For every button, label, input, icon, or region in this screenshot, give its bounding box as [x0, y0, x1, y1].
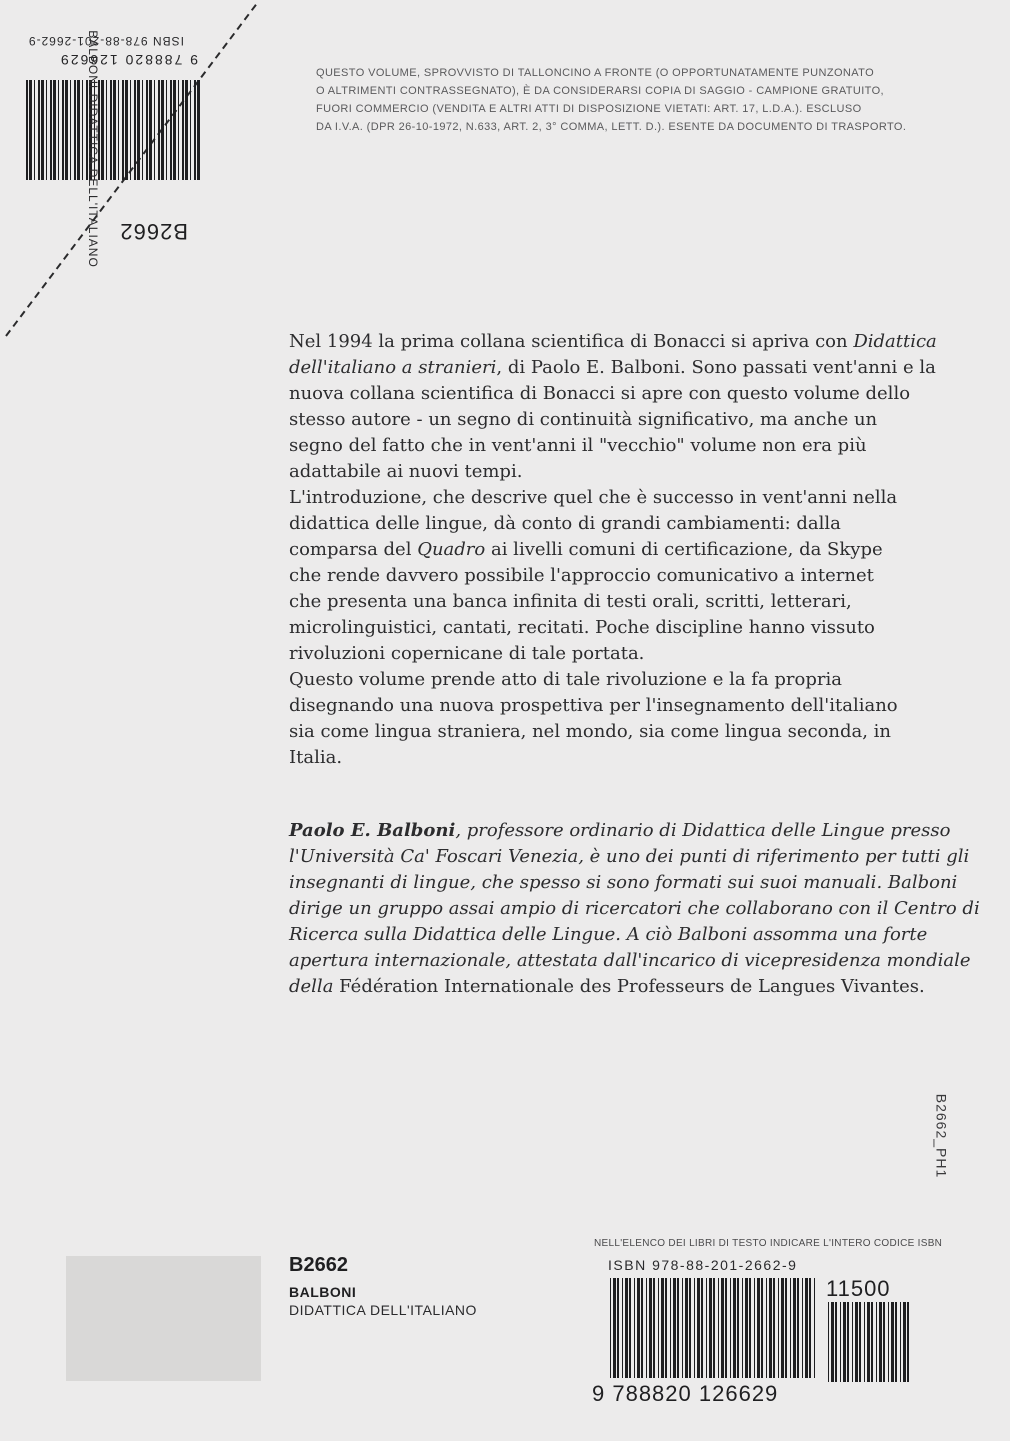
- barcode-bar: [637, 1278, 640, 1378]
- barcode-bar: [855, 1302, 858, 1382]
- ean-digits: 9 788820 126629: [592, 1381, 779, 1406]
- corner-coupon: [0, 0, 260, 340]
- barcode-bar: [745, 1278, 748, 1378]
- barcode-bar: [713, 1278, 715, 1378]
- text-line: adattabile ai nuovi tempi.: [289, 461, 523, 482]
- barcode-bar: [38, 80, 40, 180]
- barcode-bar: [689, 1278, 691, 1378]
- barcode-bar: [809, 1278, 811, 1378]
- book-description: [289, 329, 937, 771]
- corner-ean-digits: 9 788820 126629: [59, 52, 198, 68]
- barcode-bar: [891, 1302, 894, 1382]
- barcode-bar: [790, 1278, 791, 1378]
- text-line: che rende davvero possibile l'approccio comunicativo a internet: [289, 565, 874, 586]
- barcode-bar: [125, 80, 128, 180]
- barcode-bar: [658, 1278, 659, 1378]
- legal-notice: [316, 64, 916, 136]
- text-span: dirige un gruppo assai ampio di ricercatori che collaborano con il Centro di: [289, 898, 980, 919]
- barcode-bar: [194, 80, 196, 180]
- barcode-bar: [610, 1278, 611, 1378]
- text-line: disegnando una nuova prospettiva per l'insegnamento dell'italiano: [289, 695, 898, 716]
- barcode-bar: [864, 1302, 865, 1382]
- barcode-bar: [694, 1278, 695, 1378]
- barcode-bar: [170, 80, 172, 180]
- barcode-bar: [733, 1278, 736, 1378]
- barcode-bar: [907, 1302, 909, 1382]
- barcode-bar: [110, 80, 112, 180]
- text-span: ai livelli comuni di certificazione, da Skype: [485, 539, 883, 560]
- barcode-bar: [673, 1278, 676, 1378]
- barcode-bar: [871, 1302, 873, 1382]
- corner-title: BALBONI DIDATTICA DELL'ITALIANO: [85, 30, 100, 268]
- barcode-bar: [74, 80, 76, 180]
- barcode-bar: [840, 1302, 841, 1382]
- barcode-bar: [754, 1278, 755, 1378]
- text-line: microlinguistici, cantati, recitati. Poche discipline hanno vissuto: [289, 617, 875, 638]
- barcode-bar: [653, 1278, 655, 1378]
- barcode-bar: [701, 1278, 703, 1378]
- barcode-bar: [797, 1278, 799, 1378]
- barcode-bar: [113, 80, 116, 180]
- barcode-bar: [178, 80, 179, 180]
- barcode-bar: [185, 80, 188, 180]
- barcode-bar: [879, 1302, 882, 1382]
- text-line: [289, 974, 925, 1000]
- barcode-bar: [895, 1302, 897, 1382]
- barcode-bar: [793, 1278, 796, 1378]
- text-span: , di Paolo E. Balboni. Sono passati vent'anni e la: [496, 357, 936, 378]
- corner-code: B2662: [119, 219, 188, 244]
- barcode-bar: [718, 1278, 719, 1378]
- barcode-bar: [82, 80, 83, 180]
- text-line: [289, 818, 951, 844]
- barcode-bar: [29, 80, 32, 180]
- text-line: L'introduzione, che descrive quel che è successo in vent'anni nella: [289, 487, 898, 508]
- barcode-bar: [749, 1278, 751, 1378]
- text-line: [289, 870, 958, 896]
- corner-isbn: ISBN 978-88-201-2662-9: [27, 34, 184, 48]
- barcode-bar: [617, 1278, 619, 1378]
- barcode-bar: [835, 1302, 837, 1382]
- text-line: Questo volume prende atto di tale rivoluzione e la fa propria: [289, 669, 842, 690]
- barcode-bar: [805, 1278, 808, 1378]
- barcode-bar: [197, 80, 200, 180]
- text-span: della: [289, 976, 340, 997]
- text-line: [289, 948, 971, 974]
- barcode-bar: [629, 1278, 631, 1378]
- barcode-bar: [903, 1302, 906, 1382]
- text-span: , professore ordinario di Didattica delle Lingue presso: [455, 820, 951, 841]
- barcode-bar: [757, 1278, 760, 1378]
- barcode-bar: [137, 80, 140, 180]
- corner-title-wrap: [52, 30, 100, 268]
- barcode-bar: [622, 1278, 623, 1378]
- barcode-bar: [641, 1278, 643, 1378]
- barcode-bar: [802, 1278, 803, 1378]
- text-line: segno del fatto che in vent'anni il "vecchio" volume non era più: [289, 435, 867, 456]
- barcode-bar: [730, 1278, 731, 1378]
- barcode-bar: [867, 1302, 870, 1382]
- barcode-bar: [785, 1278, 787, 1378]
- barcode-bar: [149, 80, 152, 180]
- barcode-bar: [118, 80, 119, 180]
- text-line: [289, 329, 937, 355]
- barcode-bar: [161, 80, 164, 180]
- barcode-bar: [859, 1302, 861, 1382]
- notice-line: QUESTO VOLUME, SPROVVISTO DI TALLONCINO A FRONTE (O OPPORTUNATAMENTE PUNZONATO: [316, 67, 875, 79]
- text-line: Italia.: [289, 747, 343, 768]
- barcode-bar: [706, 1278, 707, 1378]
- text-line: rivoluzioni copernicane di tale portata.: [289, 643, 645, 664]
- barcode-bar: [847, 1302, 849, 1382]
- text-line: [289, 537, 909, 563]
- text-line: [289, 896, 980, 922]
- corner-barcode-block: [22, 30, 202, 244]
- text-line: stesso autore - un segno di continuità significativo, ma anche un: [289, 409, 878, 430]
- barcode-bar: [843, 1302, 846, 1382]
- barcode-bar: [888, 1302, 889, 1382]
- barcode-bar: [721, 1278, 724, 1378]
- sticker-area: [66, 1256, 261, 1381]
- barcode-bar: [634, 1278, 635, 1378]
- barcode-bar: [158, 80, 160, 180]
- text-line: didattica delle lingue, dà conto di grandi cambiamenti: dalla: [289, 513, 841, 534]
- barcode-bar: [34, 80, 35, 180]
- addon-barcode: [826, 1302, 911, 1382]
- isbn-note: NELL'ELENCO DEI LIBRI DI TESTO INDICARE L'INTERO CODICE ISBN: [594, 1238, 943, 1249]
- barcode-bar: [709, 1278, 712, 1378]
- barcode-bar: [769, 1278, 772, 1378]
- text-line: sia come lingua straniera, nel mondo, sia come lingua seconda, in: [289, 721, 892, 742]
- barcode-bar: [190, 80, 191, 180]
- barcode-bar: [900, 1302, 901, 1382]
- barcode-bar: [737, 1278, 739, 1378]
- notice-line: DA I.V.A. (DPR 26-10-1972, N.633, ART. 2, 3° COMMA, LETT. D.). ESENTE DA DOCUMENTO DI TRASPORTO.: [316, 121, 907, 133]
- barcode-bar: [146, 80, 148, 180]
- barcode-bar: [625, 1278, 628, 1378]
- barcode-bar: [646, 1278, 647, 1378]
- text-line: [289, 922, 928, 948]
- barcode-bar: [852, 1302, 853, 1382]
- text-line: [289, 844, 970, 870]
- barcode-bar: [173, 80, 176, 180]
- barcode-bar: [665, 1278, 667, 1378]
- text-span: l'Università Ca' Foscari Venezia, è uno dei punti di riferimento per tutti gli: [289, 846, 970, 867]
- book-code: B2662: [289, 1254, 348, 1276]
- barcode-bar: [142, 80, 143, 180]
- barcode-bar: [77, 80, 80, 180]
- text-span: comparsa del: [289, 539, 418, 560]
- ean-barcode: [608, 1278, 818, 1383]
- barcode-bar: [677, 1278, 679, 1378]
- barcode-bar: [685, 1278, 688, 1378]
- barcode-bar: [876, 1302, 877, 1382]
- barcode-bar: [682, 1278, 683, 1378]
- barcode-bar: [828, 1302, 829, 1382]
- text-span: Nel 1994 la prima collana scientifica di Bonacci si apriva con: [289, 331, 854, 352]
- barcode-bar: [781, 1278, 784, 1378]
- notice-line: O ALTRIMENTI CONTRASSEGNATO), È DA CONSIDERARSI COPIA DI SAGGIO - CAMPIONE GRATUITO,: [316, 85, 884, 97]
- barcode-bar: [778, 1278, 779, 1378]
- barcode-bar: [661, 1278, 664, 1378]
- side-code: [933, 1090, 977, 1200]
- price-code: 11500: [826, 1276, 891, 1301]
- barcode-bar: [122, 80, 124, 180]
- isbn-text: ISBN 978-88-201-2662-9: [608, 1257, 798, 1273]
- quadro-italic: Quadro: [417, 539, 486, 560]
- author-name: Paolo E. Balboni: [289, 820, 456, 841]
- text-line: nuova collana scientifica di Bonacci si apre con questo volume dello: [289, 383, 911, 404]
- barcode-bar: [742, 1278, 743, 1378]
- barcode-bar: [41, 80, 44, 180]
- text-span: Ricerca sulla Didattica delle Lingue. A ciò Balboni assomma una forte: [289, 924, 928, 945]
- barcode-bar: [26, 80, 28, 180]
- barcode-bar: [725, 1278, 727, 1378]
- barcode-bar: [761, 1278, 763, 1378]
- author-bio: [289, 818, 980, 1000]
- text-span: insegnanti di lingue, che spesso si sono formati sui suoi manuali. Balboni: [289, 872, 958, 893]
- book-author: BALBONI: [289, 1284, 357, 1300]
- book-title: DIDATTICA DELL'ITALIANO: [289, 1302, 477, 1318]
- text-line: [289, 355, 936, 381]
- barcode-bar: [766, 1278, 767, 1378]
- barcode-bar: [130, 80, 131, 180]
- barcode-bar: [697, 1278, 700, 1378]
- barcode-bar: [670, 1278, 671, 1378]
- barcode-bar: [134, 80, 136, 180]
- barcode-bar: [831, 1302, 834, 1382]
- text-span: apertura internazionale, attestata dall'incarico di vicepresidenza mondiale: [289, 950, 971, 971]
- corner-barcode: [22, 70, 202, 180]
- barcode-bar: [106, 80, 107, 180]
- text-line: che presenta una banca infinita di testi orali, scritti, letterari,: [289, 591, 852, 612]
- barcode-bar: [773, 1278, 775, 1378]
- barcode-bar: [814, 1278, 815, 1378]
- barcode-bar: [883, 1302, 885, 1382]
- barcode-bar: [182, 80, 184, 180]
- barcode-bar: [166, 80, 167, 180]
- book-title-italic: Didattica: [853, 331, 937, 352]
- book-title-italic: dell'italiano a stranieri: [289, 357, 497, 378]
- notice-line: FUORI COMMERCIO (VENDITA E ALTRI ATTI DI DISPOSIZIONE VIETATI: ART. 17, L.D.A.). ESCLUSO: [316, 103, 862, 115]
- barcode-bar: [46, 80, 47, 180]
- side-code-text: B2662_PH1: [933, 1093, 950, 1179]
- barcode-bar: [613, 1278, 616, 1378]
- federation-name: Fédération Internationale des Professeurs de Langues Vivantes.: [339, 976, 925, 997]
- barcode-bar: [649, 1278, 652, 1378]
- barcode-bar: [101, 80, 104, 180]
- barcode-bar: [154, 80, 155, 180]
